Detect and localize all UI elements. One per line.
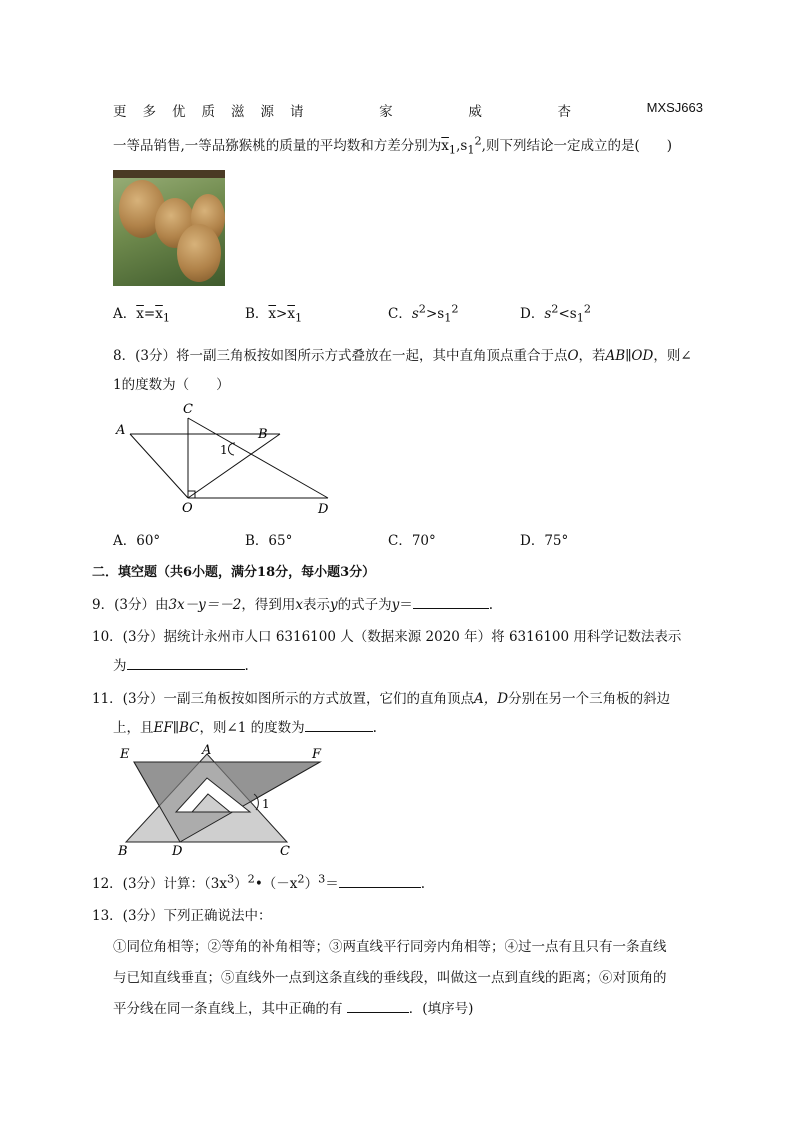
- header-char: 威: [468, 104, 482, 120]
- label-e: E: [120, 747, 130, 762]
- segment-ob: [188, 434, 280, 498]
- option-x1: $\overline{x}$: [155, 306, 163, 322]
- q9-x: x: [295, 597, 303, 613]
- q8-o: O: [567, 348, 579, 364]
- q9-end: ＝: [399, 597, 413, 613]
- header-char: 更: [113, 104, 127, 120]
- option-sub: 1: [162, 311, 170, 325]
- q7-s1-sub: 1: [467, 143, 475, 157]
- label-a: A: [202, 743, 212, 758]
- q11-dot: .: [372, 720, 377, 736]
- q12-mid: ）: [234, 876, 248, 892]
- header-char: 家: [379, 104, 393, 120]
- label-f: F: [312, 747, 322, 762]
- option-sub: 1: [294, 311, 303, 325]
- segment-ao: [130, 434, 188, 498]
- option-sup: 2: [583, 302, 592, 316]
- q9-mid2: 表示: [303, 597, 330, 613]
- q8-figure: [110, 398, 350, 518]
- option-label: C．: [388, 306, 412, 322]
- branch: [113, 170, 225, 178]
- q11-answer-blank[interactable]: [305, 718, 373, 732]
- q13-end: ．(填序号): [408, 1001, 474, 1017]
- q8-option-b: B．65°: [245, 533, 293, 549]
- q8-option-c: C．70°: [388, 533, 436, 549]
- label-a: A: [116, 423, 126, 438]
- q7-option-a: [113, 302, 170, 325]
- q11-ad: A，D: [474, 691, 509, 707]
- option-sub: 1: [576, 311, 584, 325]
- header-left: [113, 100, 304, 120]
- label-b: B: [258, 427, 268, 442]
- q12-sup: 2: [247, 872, 255, 886]
- q10-line1: 10．(3分）据统计永州市人口 6316100 人（数据来源 2020 年）将 6316100 用科学记数法表示: [92, 629, 682, 645]
- q7-text-a: 一等品销售,一等品猕猴桃的质量的平均数和方差分别为: [113, 138, 442, 154]
- q12-answer-blank[interactable]: [339, 874, 421, 888]
- label-o: O: [182, 501, 193, 516]
- q8-ab: AB∥OD: [605, 348, 654, 364]
- q13-text: 平分线在同一条直线上，其中正确的有: [113, 1001, 343, 1017]
- option-op: <s: [558, 306, 577, 322]
- q12-dot: .: [420, 876, 426, 892]
- q11-text: 11．(3分）一副三角板按如图所示的方式放置，它们的直角顶点: [92, 691, 475, 707]
- q8-option-a: A．60°: [113, 533, 161, 549]
- option-s: s: [544, 306, 552, 322]
- q9-eq: 3x－y＝－2: [168, 597, 242, 613]
- option-label: D．: [520, 306, 545, 322]
- header: [113, 100, 703, 120]
- label-c: C: [280, 844, 290, 859]
- q7-option-b: [245, 302, 302, 325]
- option-sup: 2: [418, 302, 426, 316]
- q11-text-b: 分别在另一个三角板的斜边: [508, 691, 671, 707]
- q9-mid: ，得到用: [241, 597, 296, 613]
- label-c: C: [183, 402, 193, 417]
- q12-end: ＝: [325, 876, 339, 892]
- q12-mid3: ）: [304, 876, 319, 892]
- q11-figure: [112, 742, 342, 860]
- header-char: 优: [172, 104, 186, 120]
- label-d: D: [172, 844, 183, 859]
- q9-y2: y: [391, 597, 400, 613]
- q12-sup: 3: [318, 872, 326, 886]
- label-b: B: [118, 844, 128, 859]
- q12-sup: 3: [227, 872, 235, 886]
- q13-answer-blank[interactable]: [347, 999, 409, 1013]
- option-label: A．: [113, 306, 137, 322]
- q8-option-d: D．75°: [520, 533, 569, 549]
- q7-s1-sup: 2: [474, 134, 482, 148]
- q9-dot: .: [488, 597, 494, 613]
- option-sub: 1: [444, 311, 452, 325]
- q12-sup: 2: [297, 872, 305, 886]
- q12-pre: 12．(3分）计算：（3x: [92, 876, 227, 892]
- q10-answer-blank[interactable]: [127, 656, 245, 670]
- q9-answer-blank[interactable]: [413, 595, 489, 609]
- label-angle-1: 1: [262, 797, 270, 811]
- q7-x1: $\overline{x}$: [441, 138, 449, 154]
- q7-text: [113, 134, 672, 157]
- q9-mid3: 的式子为: [337, 597, 392, 613]
- option-sup: 2: [451, 302, 459, 316]
- option-sup: 2: [551, 302, 559, 316]
- q8-text: 8．(3分）将一副三角板按如图所示方式叠放在一起，其中直角顶点重合于点: [113, 348, 568, 364]
- q7-option-c: [388, 302, 459, 325]
- q9-y: y: [330, 597, 338, 613]
- q11-text-c: 上，且: [113, 720, 154, 736]
- q7-text-b: ,则下列结论一定成立的是( ): [481, 138, 672, 154]
- option-x: $\overline{x}$: [136, 306, 144, 322]
- header-char: 多: [142, 104, 156, 120]
- q11-line2: [113, 716, 377, 736]
- q8-line2: 1的度数为（ ）: [113, 377, 230, 393]
- q9-pre: 9．(3分）由: [92, 597, 169, 613]
- q11-text-d: ，则∠1 的度数为: [199, 720, 305, 736]
- q10-wei: 为: [113, 658, 127, 674]
- q12-mid2: •（－x: [254, 876, 298, 892]
- option-x1: $\overline{x}$: [287, 306, 295, 322]
- q13-line3: [113, 997, 473, 1017]
- header-char: 杏: [557, 104, 571, 120]
- q11-ef: EF∥BC: [153, 720, 200, 736]
- q7-s1: ,s: [456, 138, 468, 154]
- option-op: =: [143, 306, 156, 322]
- q8-line1: [113, 344, 692, 364]
- header-char: 请: [290, 104, 304, 120]
- q7-x1-sub: 1: [448, 143, 457, 157]
- option-s: s: [411, 306, 419, 322]
- header-char: 质: [201, 104, 215, 120]
- q11-line1: [92, 687, 670, 707]
- section-heading: 二．填空题（共6小题，满分18分，每小题3分）: [92, 565, 376, 580]
- q13-line2: 与已知直线垂直；⑤直线外一点到这条直线的垂线段，叫做这一点到直线的距离；⑥对顶角的: [113, 970, 667, 986]
- label-d: D: [318, 502, 329, 517]
- kiwi-photo: [113, 170, 225, 286]
- q10-dot: .: [244, 658, 249, 674]
- header-char: 源: [260, 104, 274, 120]
- q12: [92, 872, 425, 892]
- q13-line0: 13．(3分）下列正确说法中：: [92, 908, 272, 924]
- label-angle-1: 1: [220, 443, 228, 457]
- option-op: >: [276, 306, 288, 322]
- option-op: >s: [425, 306, 445, 322]
- header-code: MXSJ663: [646, 100, 703, 115]
- option-label: B．: [245, 306, 269, 322]
- q10-line2: [113, 654, 249, 674]
- header-char: 滋: [231, 104, 245, 120]
- q9: [92, 593, 493, 613]
- q13-line1: ①同位角相等；②等角的补角相等；③两直线平行同旁内角相等；④过一点有且只有一条直线: [113, 939, 667, 955]
- q8-mid: ，若: [578, 348, 606, 364]
- option-x: $\overline{x}$: [268, 306, 277, 322]
- q8-end: ，则∠: [653, 348, 692, 364]
- kiwi-fruit: [177, 224, 221, 282]
- q7-option-d: [520, 302, 591, 325]
